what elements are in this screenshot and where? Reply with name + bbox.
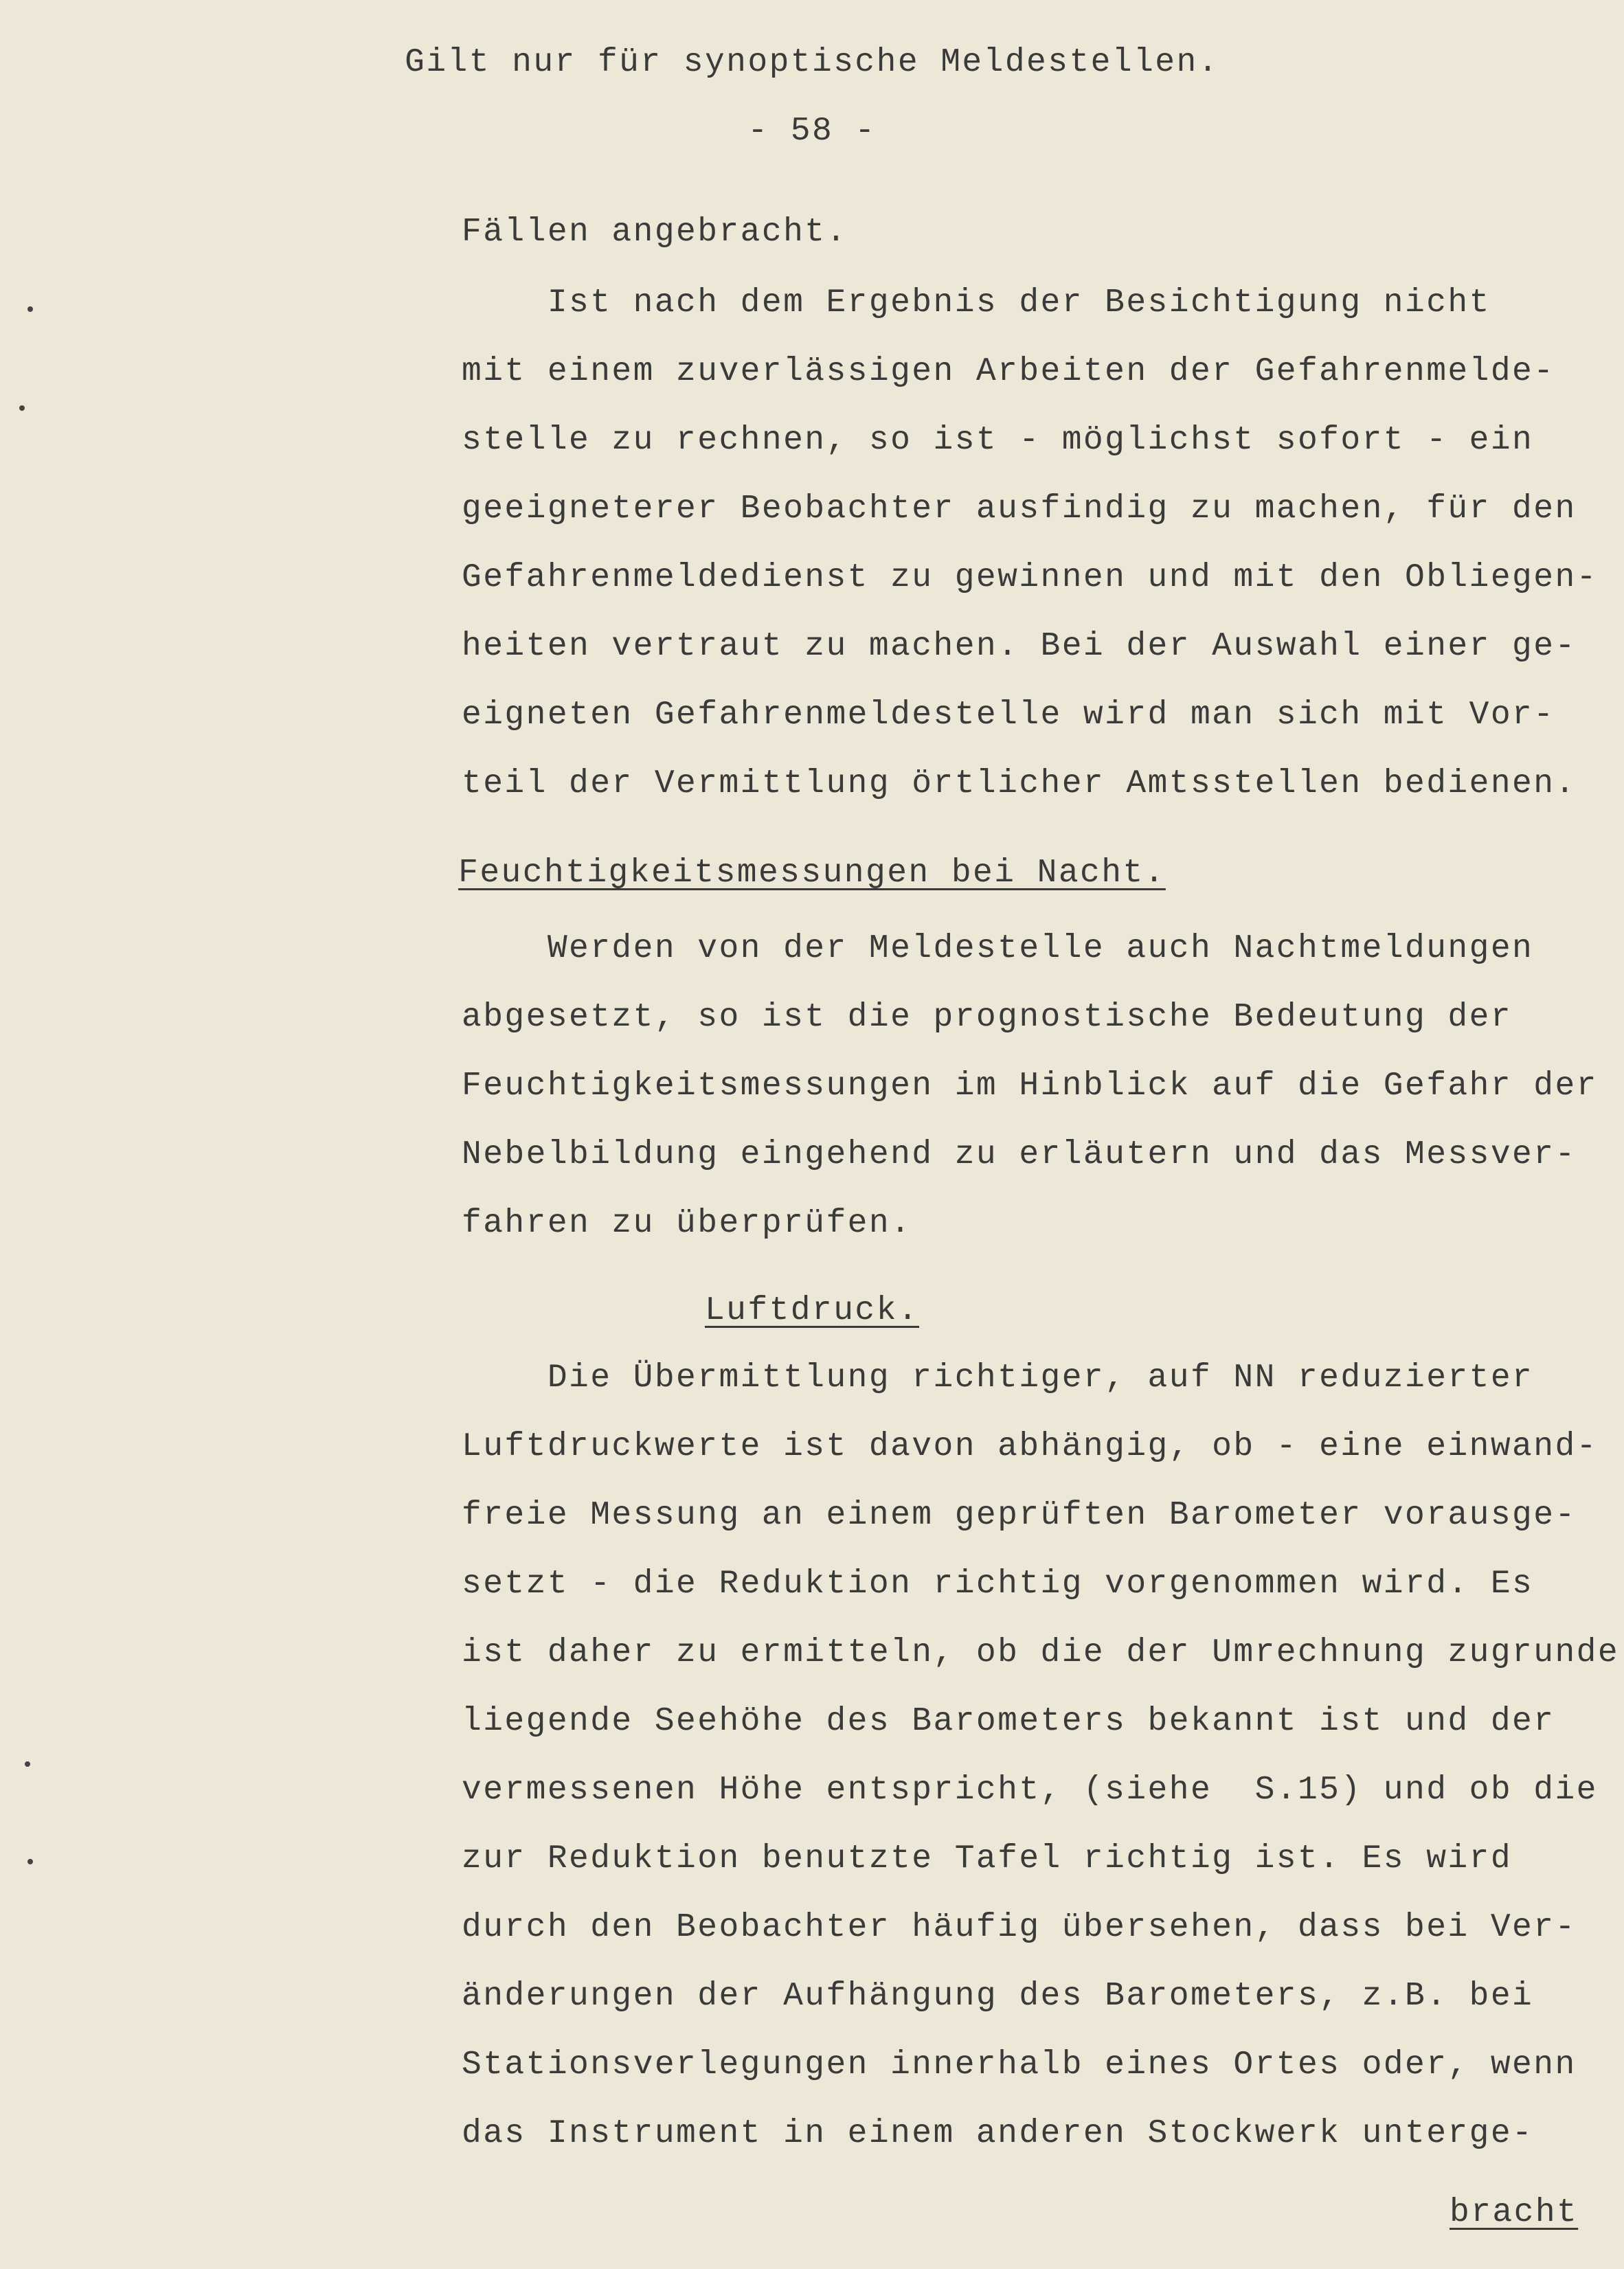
page-number: - 58 - xyxy=(747,113,877,150)
body-line: fahren zu überprüfen. xyxy=(462,1205,912,1242)
body-line: Stationsverlegungen innerhalb eines Ortes oder, wenn xyxy=(462,2046,1577,2084)
body-line: das Instrument in einem anderen Stockwerk unterge- xyxy=(462,2115,1534,2152)
body-line: Gefahrenmeldedienst zu gewinnen und mit den Obliegen- xyxy=(462,559,1598,596)
body-line: liegende Seehöhe des Barometers bekannt ist und der xyxy=(462,1703,1555,1740)
body-line: eigneten Gefahrenmeldestelle wird man sich mit Vor- xyxy=(462,697,1555,734)
catchword: bracht xyxy=(1450,2194,1579,2231)
section-heading-luftdruck: Luftdruck. xyxy=(704,1292,920,1329)
header-note: Gilt nur für synoptische Meldestellen. xyxy=(405,44,1219,81)
body-line: geeigneterer Beobachter ausfindig zu machen, für den xyxy=(462,490,1577,528)
body-line: Werden von der Meldestelle auch Nachtmeldungen xyxy=(462,930,1534,967)
body-line: teil der Vermittlung örtlicher Amtsstellen bedienen. xyxy=(462,765,1577,802)
body-line: Die Übermittlung richtiger, auf NN reduzierter xyxy=(462,1359,1534,1397)
punch-mark xyxy=(27,1859,33,1864)
section-heading-feuchtigkeit: Feuchtigkeitsmessungen bei Nacht. xyxy=(458,855,1166,892)
body-line: freie Messung an einem geprüften Barometer vorausge- xyxy=(462,1497,1577,1534)
body-line: Fällen angebracht. xyxy=(462,214,848,251)
punch-mark xyxy=(25,1761,30,1767)
punch-mark xyxy=(19,405,25,411)
body-line: änderungen der Aufhängung des Barometers, z.B. bei xyxy=(462,1978,1534,2015)
body-line: abgesetzt, so ist die prognostische Bedeutung der xyxy=(462,999,1513,1036)
body-line: Luftdruckwerte ist davon abhängig, ob - eine einwand- xyxy=(462,1428,1598,1465)
punch-mark xyxy=(27,306,33,312)
body-line: ist daher zu ermitteln, ob die der Umrechnung zugrunde xyxy=(462,1634,1620,1671)
body-line: zur Reduktion benutzte Tafel richtig ist. Es wird xyxy=(462,1840,1513,1877)
body-line: mit einem zuverlässigen Arbeiten der Gefahrenmelde- xyxy=(462,353,1555,390)
body-line: Nebelbildung eingehend zu erläutern und das Messver- xyxy=(462,1136,1577,1173)
body-line: heiten vertraut zu machen. Bei der Auswahl einer ge- xyxy=(462,628,1577,665)
body-line: stelle zu rechnen, so ist - möglichst sofort - ein xyxy=(462,422,1534,459)
body-line: Ist nach dem Ergebnis der Besichtigung nicht xyxy=(462,284,1491,321)
body-line: setzt - die Reduktion richtig vorgenommen wird. Es xyxy=(462,1566,1534,1603)
body-line: Feuchtigkeitsmessungen im Hinblick auf die Gefahr der xyxy=(462,1068,1598,1105)
body-line: vermessenen Höhe entspricht, (siehe S.15) und ob die xyxy=(462,1772,1598,1809)
body-line: durch den Beobachter häufig übersehen, dass bei Ver- xyxy=(462,1909,1577,1946)
